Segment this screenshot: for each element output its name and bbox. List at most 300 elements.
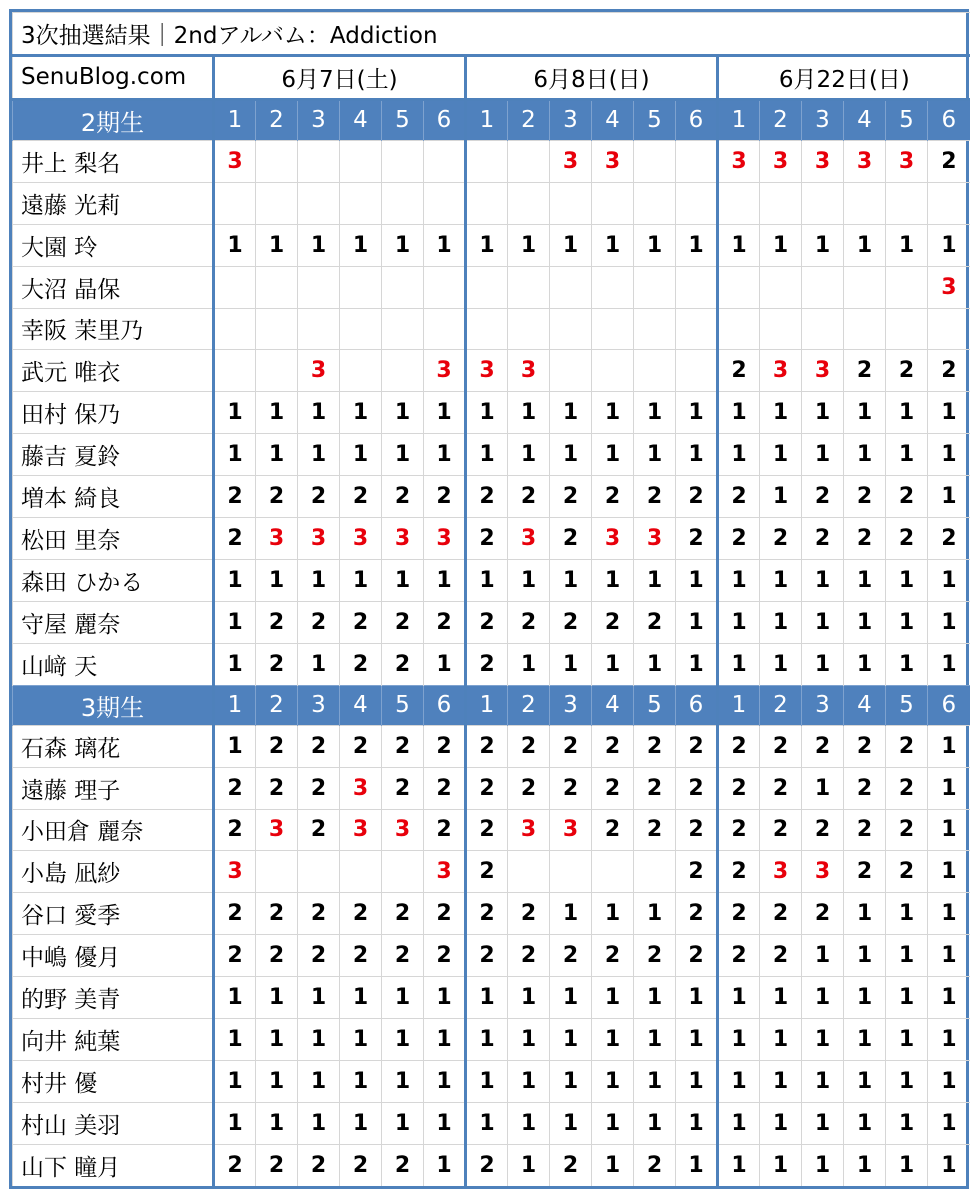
- result-cell: 1: [802, 1019, 844, 1061]
- result-cell: 1: [844, 601, 886, 643]
- result-cell: 1: [214, 1061, 256, 1103]
- result-cell: 1: [718, 560, 760, 602]
- result-cell: 1: [382, 224, 424, 266]
- member-name: 森田 ひかる: [13, 560, 214, 602]
- result-cell: 1: [802, 1102, 844, 1144]
- member-row: [13, 224, 970, 266]
- result-cell: [802, 182, 844, 224]
- result-cell: [382, 266, 424, 308]
- result-cell: 1: [382, 1019, 424, 1061]
- slot-number: 5: [382, 99, 424, 140]
- result-cell: [550, 350, 592, 392]
- result-cell: 2: [760, 935, 802, 977]
- result-cell: 2: [634, 935, 676, 977]
- result-cell: 2: [466, 518, 508, 560]
- result-cell: 1: [844, 224, 886, 266]
- result-cell: 1: [214, 224, 256, 266]
- result-cell: 2: [466, 1144, 508, 1186]
- result-cell: [592, 308, 634, 350]
- result-cell: 1: [550, 1102, 592, 1144]
- result-cell: 1: [424, 560, 466, 602]
- member-row: [13, 809, 970, 851]
- result-cell: [424, 182, 466, 224]
- result-cell: 3: [214, 851, 256, 893]
- result-cell: 3: [760, 140, 802, 182]
- result-cell: [382, 308, 424, 350]
- result-cell: [508, 851, 550, 893]
- result-cell: 2: [550, 476, 592, 518]
- result-cell: 2: [298, 601, 340, 643]
- result-cell: [340, 851, 382, 893]
- result-cell: 1: [886, 643, 928, 685]
- result-cell: 3: [298, 350, 340, 392]
- result-cell: 1: [676, 1019, 718, 1061]
- date-header-3: 6月22日(日): [718, 55, 970, 99]
- result-cell: 1: [886, 560, 928, 602]
- result-cell: 1: [550, 1019, 592, 1061]
- result-cell: 1: [256, 434, 298, 476]
- result-cell: 1: [634, 434, 676, 476]
- result-cell: 2: [298, 767, 340, 809]
- result-cell: 1: [634, 560, 676, 602]
- result-cell: 1: [508, 434, 550, 476]
- result-cell: [802, 308, 844, 350]
- result-cell: 3: [592, 140, 634, 182]
- member-row: [13, 140, 970, 182]
- result-cell: 1: [928, 851, 970, 893]
- result-cell: 1: [214, 1019, 256, 1061]
- result-cell: 2: [802, 893, 844, 935]
- result-cell: 2: [550, 725, 592, 767]
- result-cell: 2: [592, 725, 634, 767]
- result-cell: 2: [466, 601, 508, 643]
- result-cell: 1: [802, 560, 844, 602]
- result-cell: 3: [550, 809, 592, 851]
- result-cell: 2: [718, 935, 760, 977]
- result-cell: 1: [214, 725, 256, 767]
- result-cell: 1: [424, 434, 466, 476]
- result-cell: 2: [634, 809, 676, 851]
- result-cell: 1: [928, 224, 970, 266]
- result-cell: [466, 308, 508, 350]
- slot-number: 3: [298, 685, 340, 725]
- result-cell: 2: [718, 893, 760, 935]
- generation-header-row: [13, 685, 970, 725]
- result-cell: 1: [508, 977, 550, 1019]
- result-cell: 2: [424, 893, 466, 935]
- result-cell: [634, 266, 676, 308]
- result-cell: 1: [928, 392, 970, 434]
- result-cell: 1: [928, 1144, 970, 1186]
- result-cell: 1: [844, 1061, 886, 1103]
- result-cell: 2: [340, 935, 382, 977]
- result-cell: 1: [298, 977, 340, 1019]
- result-cell: [466, 266, 508, 308]
- result-cell: 1: [802, 392, 844, 434]
- result-cell: 2: [886, 350, 928, 392]
- result-cell: 2: [340, 893, 382, 935]
- generation-label: 2期生: [13, 99, 214, 140]
- slot-number: 6: [928, 99, 970, 140]
- result-cell: [592, 851, 634, 893]
- member-name: 小島 凪紗: [13, 851, 214, 893]
- result-cell: 1: [424, 1061, 466, 1103]
- result-cell: 2: [340, 476, 382, 518]
- result-cell: 1: [550, 1061, 592, 1103]
- result-cell: 2: [256, 767, 298, 809]
- member-name: 増本 綺良: [13, 476, 214, 518]
- result-cell: 2: [844, 518, 886, 560]
- result-cell: 2: [466, 935, 508, 977]
- result-cell: 2: [592, 935, 634, 977]
- result-cell: 1: [340, 1102, 382, 1144]
- result-cell: 1: [466, 434, 508, 476]
- result-cell: 2: [298, 935, 340, 977]
- result-cell: 1: [634, 893, 676, 935]
- result-cell: 1: [634, 643, 676, 685]
- result-cell: 2: [466, 643, 508, 685]
- result-cell: 3: [256, 809, 298, 851]
- result-cell: 2: [508, 935, 550, 977]
- result-cell: [466, 140, 508, 182]
- result-cell: 2: [718, 350, 760, 392]
- result-cell: 1: [928, 434, 970, 476]
- result-cell: 2: [214, 935, 256, 977]
- result-cell: 2: [550, 767, 592, 809]
- result-cell: [214, 308, 256, 350]
- result-cell: 1: [718, 1061, 760, 1103]
- result-cell: 1: [298, 224, 340, 266]
- result-cell: 1: [382, 977, 424, 1019]
- result-cell: 2: [508, 601, 550, 643]
- result-cell: 2: [214, 518, 256, 560]
- result-cell: [928, 308, 970, 350]
- generation-label: 3期生: [13, 685, 214, 725]
- result-cell: [676, 182, 718, 224]
- result-cell: 1: [256, 1019, 298, 1061]
- result-cell: 1: [760, 1144, 802, 1186]
- result-cell: 3: [802, 350, 844, 392]
- result-cell: 1: [844, 893, 886, 935]
- member-row: [13, 476, 970, 518]
- result-cell: 2: [508, 893, 550, 935]
- result-cell: 1: [760, 1061, 802, 1103]
- slot-number: 6: [424, 99, 466, 140]
- member-name: 幸阪 茉里乃: [13, 308, 214, 350]
- result-cell: 1: [466, 224, 508, 266]
- result-cell: 2: [760, 725, 802, 767]
- result-cell: 1: [298, 1061, 340, 1103]
- result-cell: 1: [886, 1144, 928, 1186]
- slot-number: 2: [256, 99, 298, 140]
- result-cell: 3: [508, 518, 550, 560]
- date-header-2: 6月8日(日): [466, 55, 718, 99]
- result-cell: 1: [340, 560, 382, 602]
- result-cell: 1: [760, 1019, 802, 1061]
- result-cell: 2: [886, 809, 928, 851]
- result-cell: [634, 182, 676, 224]
- result-cell: 1: [760, 224, 802, 266]
- result-cell: [256, 140, 298, 182]
- member-name: 守屋 麗奈: [13, 601, 214, 643]
- result-cell: 2: [676, 851, 718, 893]
- result-cell: 1: [718, 1144, 760, 1186]
- result-cell: 1: [760, 601, 802, 643]
- result-cell: 2: [676, 893, 718, 935]
- result-cell: 2: [382, 601, 424, 643]
- member-row: [13, 392, 970, 434]
- result-cell: [550, 308, 592, 350]
- result-cell: [508, 266, 550, 308]
- result-cell: [424, 266, 466, 308]
- result-cell: 3: [424, 518, 466, 560]
- result-cell: [718, 182, 760, 224]
- result-cell: 2: [718, 518, 760, 560]
- result-cell: 1: [634, 1102, 676, 1144]
- result-cell: 1: [214, 601, 256, 643]
- result-cell: [382, 851, 424, 893]
- result-cell: 1: [592, 560, 634, 602]
- result-cell: [592, 350, 634, 392]
- result-cell: 2: [298, 1144, 340, 1186]
- result-cell: 3: [298, 518, 340, 560]
- member-name: 遠藤 光莉: [13, 182, 214, 224]
- result-cell: 2: [676, 809, 718, 851]
- result-cell: [760, 308, 802, 350]
- result-cell: 3: [256, 518, 298, 560]
- result-cell: 3: [508, 809, 550, 851]
- slot-number: 4: [592, 99, 634, 140]
- slot-number: 1: [214, 685, 256, 725]
- result-cell: 1: [382, 1061, 424, 1103]
- slot-number: 1: [718, 99, 760, 140]
- result-cell: 1: [508, 560, 550, 602]
- result-cell: 3: [802, 851, 844, 893]
- result-cell: 2: [802, 809, 844, 851]
- member-row: [13, 350, 970, 392]
- result-cell: 1: [676, 224, 718, 266]
- result-cell: 1: [676, 1061, 718, 1103]
- result-cell: 1: [592, 1019, 634, 1061]
- slot-number: 4: [844, 99, 886, 140]
- member-name: 藤吉 夏鈴: [13, 434, 214, 476]
- result-cell: 1: [340, 392, 382, 434]
- result-cell: [802, 266, 844, 308]
- result-cell: [550, 182, 592, 224]
- result-cell: 1: [550, 977, 592, 1019]
- result-cell: 1: [466, 1061, 508, 1103]
- member-row: [13, 601, 970, 643]
- result-cell: 2: [718, 809, 760, 851]
- result-cell: 1: [298, 560, 340, 602]
- result-cell: 2: [928, 350, 970, 392]
- result-cell: 2: [928, 518, 970, 560]
- slot-number: 3: [298, 99, 340, 140]
- result-cell: [676, 350, 718, 392]
- result-cell: 1: [844, 977, 886, 1019]
- result-cell: 3: [760, 350, 802, 392]
- result-cell: 3: [550, 140, 592, 182]
- result-cell: 3: [424, 350, 466, 392]
- result-cell: [214, 266, 256, 308]
- result-cell: 1: [340, 434, 382, 476]
- slot-number: 5: [634, 99, 676, 140]
- result-cell: 1: [718, 224, 760, 266]
- result-cell: [718, 308, 760, 350]
- result-cell: 1: [886, 1019, 928, 1061]
- result-cell: 1: [508, 1102, 550, 1144]
- result-cell: 2: [592, 809, 634, 851]
- result-cell: 1: [298, 392, 340, 434]
- result-cell: 2: [802, 725, 844, 767]
- result-cell: [634, 350, 676, 392]
- result-cell: 3: [214, 140, 256, 182]
- result-cell: 1: [550, 224, 592, 266]
- result-cell: [382, 140, 424, 182]
- result-cell: 1: [718, 601, 760, 643]
- result-cell: 3: [760, 851, 802, 893]
- result-cell: 1: [298, 643, 340, 685]
- result-cell: 2: [928, 140, 970, 182]
- result-cell: 1: [382, 434, 424, 476]
- result-cell: 1: [214, 977, 256, 1019]
- member-name: 小田倉 麗奈: [13, 809, 214, 851]
- member-name: 谷口 愛季: [13, 893, 214, 935]
- member-row: [13, 893, 970, 935]
- result-cell: 1: [592, 893, 634, 935]
- result-cell: [634, 308, 676, 350]
- result-cell: 1: [928, 725, 970, 767]
- slot-number: 1: [718, 685, 760, 725]
- result-cell: 1: [634, 977, 676, 1019]
- member-name: 武元 唯衣: [13, 350, 214, 392]
- member-name: 井上 梨名: [13, 140, 214, 182]
- result-cell: 2: [424, 476, 466, 518]
- slot-number: 1: [466, 99, 508, 140]
- member-name: 山下 瞳月: [13, 1144, 214, 1186]
- result-cell: [340, 266, 382, 308]
- result-cell: 1: [466, 560, 508, 602]
- slot-number: 2: [508, 99, 550, 140]
- member-name: 的野 美青: [13, 977, 214, 1019]
- result-cell: [214, 350, 256, 392]
- result-cell: 1: [634, 224, 676, 266]
- result-cell: 1: [844, 434, 886, 476]
- result-cell: 3: [382, 809, 424, 851]
- result-cell: 1: [718, 643, 760, 685]
- slot-number: 6: [928, 685, 970, 725]
- result-cell: 1: [508, 1061, 550, 1103]
- result-cell: 3: [508, 350, 550, 392]
- result-cell: 1: [760, 643, 802, 685]
- result-cell: [424, 140, 466, 182]
- member-row: [13, 1102, 970, 1144]
- member-row: [13, 1019, 970, 1061]
- result-cell: 1: [592, 224, 634, 266]
- result-cell: 2: [634, 767, 676, 809]
- result-cell: 2: [256, 601, 298, 643]
- result-cell: 1: [676, 601, 718, 643]
- result-cell: 2: [466, 809, 508, 851]
- result-cell: 2: [886, 518, 928, 560]
- result-cell: 1: [718, 434, 760, 476]
- result-cell: 1: [382, 560, 424, 602]
- result-cell: 2: [424, 935, 466, 977]
- result-cell: 2: [508, 725, 550, 767]
- result-cell: 2: [340, 725, 382, 767]
- result-cell: 1: [340, 1061, 382, 1103]
- result-cell: 2: [424, 809, 466, 851]
- result-cell: 1: [928, 476, 970, 518]
- result-cell: 1: [718, 1019, 760, 1061]
- member-row: [13, 308, 970, 350]
- result-cell: [256, 308, 298, 350]
- slot-number: 5: [886, 99, 928, 140]
- result-cell: 1: [844, 643, 886, 685]
- result-cell: [298, 266, 340, 308]
- member-name: 山﨑 天: [13, 643, 214, 685]
- result-cell: 1: [676, 1102, 718, 1144]
- slot-number: 1: [466, 685, 508, 725]
- result-cell: [844, 182, 886, 224]
- result-cell: 1: [676, 643, 718, 685]
- result-cell: 1: [256, 224, 298, 266]
- member-row: [13, 851, 970, 893]
- result-cell: 2: [550, 518, 592, 560]
- result-cell: 1: [928, 560, 970, 602]
- result-cell: [928, 182, 970, 224]
- result-cell: 2: [298, 725, 340, 767]
- result-cell: [550, 851, 592, 893]
- result-cell: 1: [844, 560, 886, 602]
- result-cell: [676, 140, 718, 182]
- result-cell: 1: [676, 1144, 718, 1186]
- result-cell: [340, 140, 382, 182]
- member-name: 田村 保乃: [13, 392, 214, 434]
- result-cell: [886, 266, 928, 308]
- result-cell: 1: [592, 1102, 634, 1144]
- member-name: 石森 璃花: [13, 725, 214, 767]
- result-cell: 1: [676, 392, 718, 434]
- result-cell: [550, 266, 592, 308]
- result-cell: [844, 308, 886, 350]
- result-cell: 2: [844, 809, 886, 851]
- result-cell: 3: [592, 518, 634, 560]
- result-cell: 1: [760, 434, 802, 476]
- member-name: 遠藤 理子: [13, 767, 214, 809]
- result-cell: [340, 350, 382, 392]
- result-cell: 1: [256, 1061, 298, 1103]
- result-cell: 1: [424, 392, 466, 434]
- member-row: [13, 1061, 970, 1103]
- result-cell: 2: [256, 725, 298, 767]
- result-cell: 3: [340, 767, 382, 809]
- result-cell: 2: [760, 893, 802, 935]
- result-cell: [844, 266, 886, 308]
- generation-header-row: [13, 99, 970, 140]
- date-header-row: [13, 55, 970, 99]
- result-cell: 2: [676, 725, 718, 767]
- slot-number: 6: [676, 685, 718, 725]
- result-cell: 1: [592, 977, 634, 1019]
- result-cell: [298, 140, 340, 182]
- result-cell: 1: [592, 434, 634, 476]
- result-cell: 1: [214, 392, 256, 434]
- result-cell: [634, 140, 676, 182]
- result-cell: 1: [760, 476, 802, 518]
- result-cell: 1: [928, 601, 970, 643]
- slot-number: 2: [508, 685, 550, 725]
